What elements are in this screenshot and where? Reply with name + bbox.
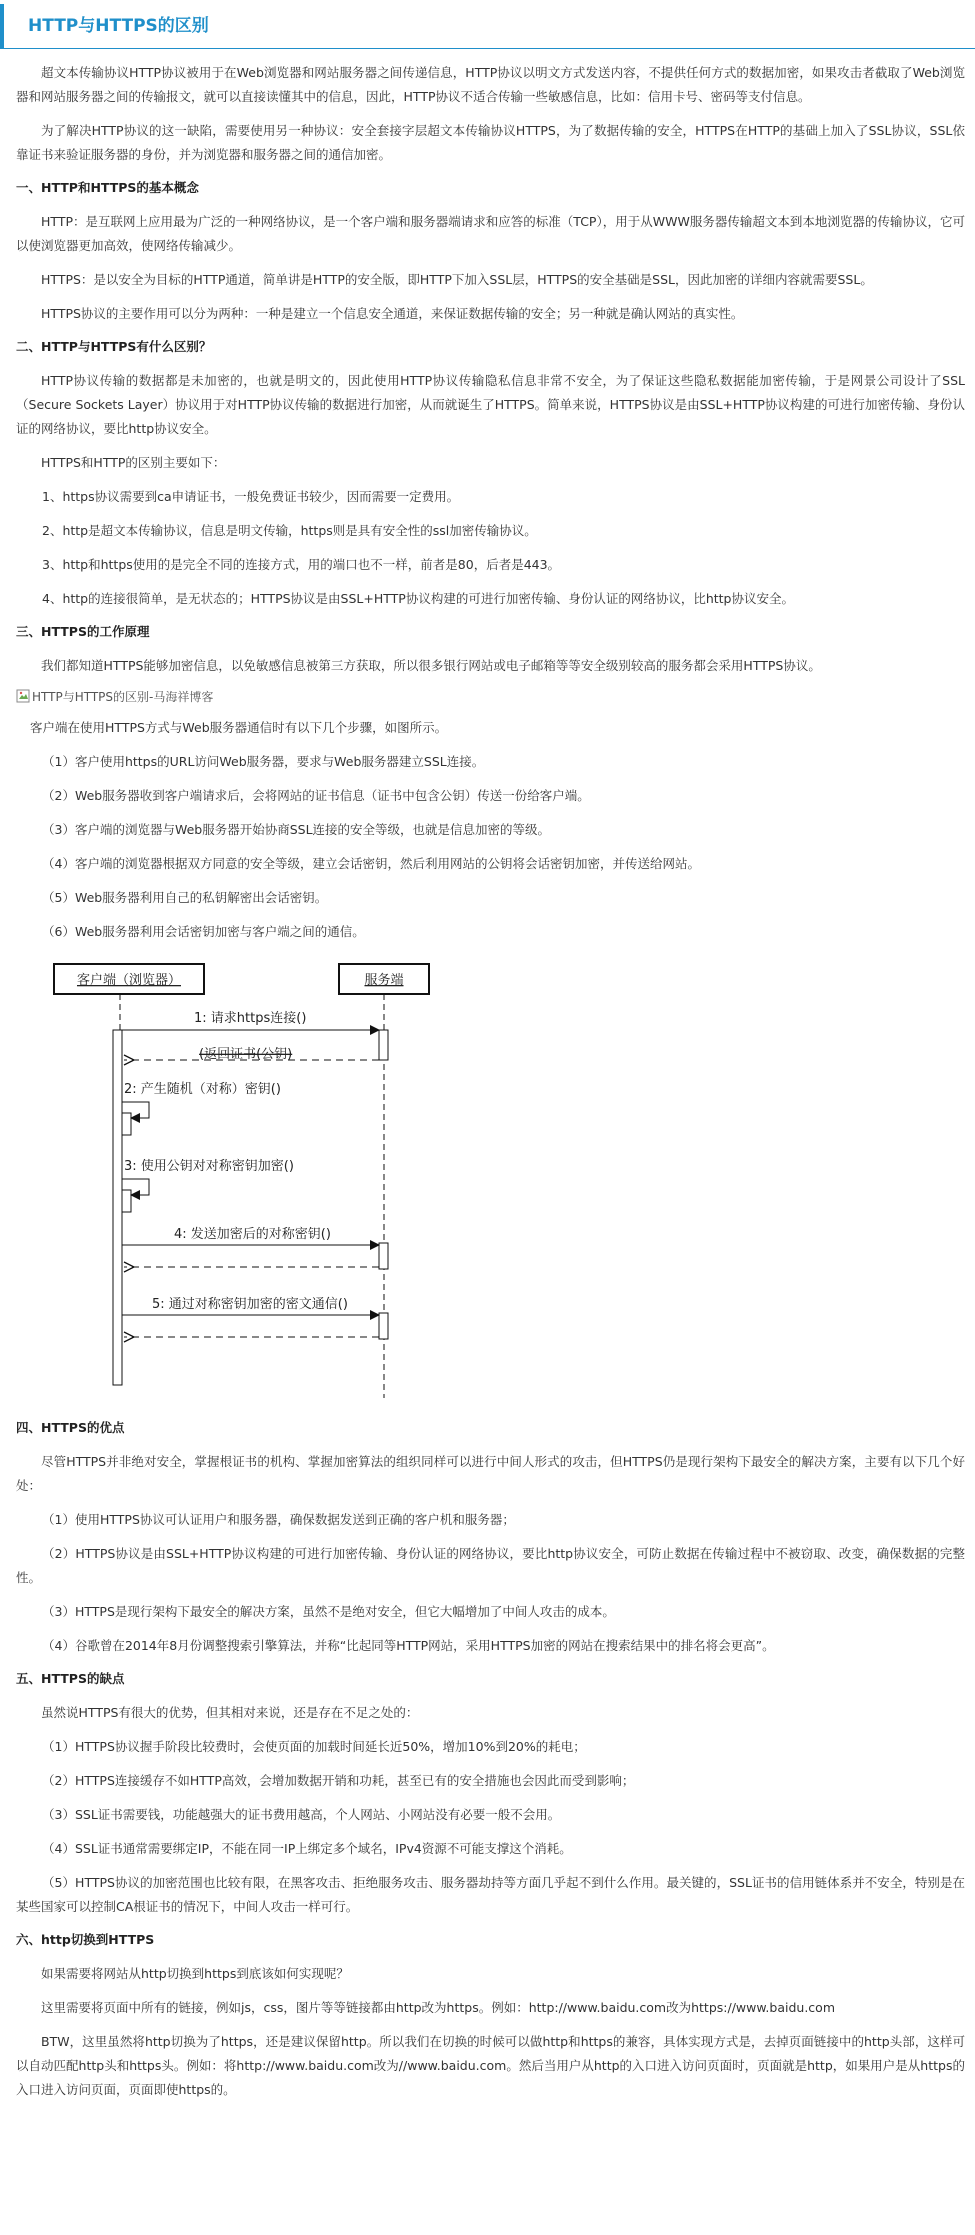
self-activation-bar — [122, 1113, 131, 1135]
server-activation-bar — [379, 1243, 388, 1269]
paragraph: HTTP：是互联网上应用最为广泛的一种网络协议，是一个客户端和服务器端请求和应答的标准（TCP），用于从WWW服务器传输超文本到本地浏览器的传输协议，它可以使浏览器更加高效，使网络传输减少。 — [16, 214, 965, 253]
paragraph: HTTPS和HTTP的区别主要如下： — [41, 455, 226, 470]
self-activation-bar — [122, 1190, 131, 1212]
paragraph: HTTPS协议的主要作用可以分为两种：一种是建立一个信息安全通道，来保证数据传输的安全；另一种就是确认网站的真实性。 — [41, 306, 744, 321]
paragraph: 虽然说HTTPS有很大的优势，但其相对来说，还是存在不足之处的： — [41, 1705, 419, 1720]
https-sequence-diagram — [34, 958, 454, 1403]
message-label: 3: 使用公钥对对称密钥加密() — [124, 1159, 294, 1174]
intro-paragraph: 为了解决HTTP协议的这一缺陷，需要使用另一种协议：安全套接字层超文本传输协议HTTPS，为了数据传输的安全，HTTPS在HTTP的基础上加入了SSL协议，SSL依靠证书来验证服务器的身份，并为浏览器和服务器之间的通信加密。 — [16, 123, 965, 162]
list-item: 1、https协议需要到ca申请证书，一般免费证书较少，因而需要一定费用。 — [42, 489, 460, 504]
message-label: 2: 产生随机（对称）密钥() — [124, 1082, 281, 1097]
article-title: HTTP与HTTPS的区别 — [0, 4, 975, 49]
paragraph: 我们都知道HTTPS能够加密信息，以免敏感信息被第三方获取，所以很多银行网站或电子邮箱等等安全级别较高的服务都会采用HTTPS协议。 — [41, 658, 821, 673]
list-item: （3）SSL证书需要钱，功能越强大的证书费用越高，个人网站、小网站没有必要一般不会用。 — [42, 1807, 561, 1822]
list-item: 3、http和https使用的是完全不同的连接方式，用的端口也不一样，前者是80，后者是443。 — [42, 557, 561, 572]
return-message-label: (返回证书(公钥) — [199, 1047, 293, 1062]
message-label: 4: 发送加密后的对称密钥() — [174, 1227, 331, 1242]
list-item: （3）HTTPS是现行架构下最安全的解决方案，虽然不是绝对安全，但它大幅增加了中间人攻击的成本。 — [42, 1604, 615, 1619]
section-heading: 六、http切换到HTTPS — [16, 1932, 155, 1947]
list-item: （5）HTTPS协议的加密范围也比较有限，在黑客攻击、拒绝服务攻击、服务器劫持等方面几乎起不到什么作用。最关键的，SSL证书的信用链体系并不安全，特别是在某些国家可以控制CA根证书的情况下，中间人攻击一样可行。 — [16, 1875, 965, 1914]
step-item: （4）客户端的浏览器根据双方同意的安全等级，建立会话密钥，然后利用网站的公钥将会话密钥加密，并传送给网站。 — [42, 856, 700, 871]
step-item: （6）Web服务器利用会话密钥加密与客户端之间的通信。 — [42, 924, 365, 939]
article — [0, 4, 975, 2235]
broken-image-icon — [16, 689, 30, 703]
client-activation-bar — [113, 1030, 122, 1385]
section-heading: 五、HTTPS的缺点 — [16, 1671, 125, 1686]
broken-image — [16, 686, 965, 706]
section-heading: 一、HTTP和HTTPS的基本概念 — [16, 180, 199, 195]
client-label: 客户端（浏览器） — [76, 973, 182, 988]
server-activation-bar — [379, 1313, 388, 1339]
paragraph: 尽管HTTPS并非绝对安全，掌握根证书的机构、掌握加密算法的组织同样可以进行中间人形式的攻击，但HTTPS仍是现行架构下最安全的解决方案，主要有以下几个好处： — [16, 1454, 965, 1493]
intro-paragraph: 超文本传输协议HTTP协议被用于在Web浏览器和网站服务器之间传递信息，HTTP协议以明文方式发送内容，不提供任何方式的数据加密，如果攻击者截取了Web浏览器和网站服务器之间的传输报文，就可以直接读懂其中的信息，因此，HTTP协议不适合传输一些敏感信息，比如：信用卡号、密码等支付信息。 — [16, 65, 965, 104]
list-item: （4）谷歌曾在2014年8月份调整搜索引擎算法，并称“比起同等HTTP网站，采用HTTPS加密的网站在搜索结果中的排名将会更高”。 — [42, 1638, 775, 1653]
section-heading: 四、HTTPS的优点 — [16, 1420, 125, 1435]
paragraph: HTTPS：是以安全为目标的HTTP通道，简单讲是HTTP的安全版，即HTTP下加入SSL层，HTTPS的安全基础是SSL，因此加密的详细内容就需要SSL。 — [41, 272, 873, 287]
list-item: （4）SSL证书通常需要绑定IP，不能在同一IP上绑定多个域名，IPv4资源不可能支撑这个消耗。 — [42, 1841, 572, 1856]
step-item: （1）客户使用https的URL访问Web服务器，要求与Web服务器建立SSL连接。 — [42, 754, 485, 769]
message-label: 5: 通过对称密钥加密的密文通信() — [152, 1297, 348, 1312]
paragraph: 客户端在使用HTTPS方式与Web服务器通信时有以下几个步骤，如图所示。 — [30, 720, 448, 735]
list-item: （1）HTTPS协议握手阶段比较费时，会使页面的加载时间延长近50%，增加10%到20%的耗电； — [42, 1739, 586, 1754]
paragraph: BTW，这里虽然将http切换为了https，还是建议保留http。所以我们在切换的时候可以做http和https的兼容，具体实现方式是，去掉页面链接中的http头部，这样可以自动匹配http头和https头。例如：将http://www.baidu.com改为//www.baidu.com。然后当用户从http的入口进入访问页面时，页面就是http，如果用户是从https的入口进入访问页面，页面即使https的。 — [16, 2034, 965, 2097]
list-item: （2）HTTPS协议是由SSL+HTTP协议构建的可进行加密传输、身份认证的网络协议，要比http协议安全，可防止数据在传输过程中不被窃取、改变，确保数据的完整性。 — [16, 1546, 965, 1585]
section-heading: 二、HTTP与HTTPS有什么区别？ — [16, 339, 212, 354]
server-activation-bar — [379, 1030, 388, 1060]
paragraph: 这里需要将页面中所有的链接，例如js，css，图片等等链接都由http改为https。例如：http://www.baidu.com改为https://www.baidu.com — [41, 2000, 835, 2015]
message-label: 1: 请求https连接() — [194, 1011, 307, 1026]
paragraph: 如果需要将网站从http切换到https到底该如何实现呢？ — [41, 1966, 349, 1981]
list-item: （1）使用HTTPS协议可认证用户和服务器，确保数据发送到正确的客户机和服务器； — [42, 1512, 515, 1527]
step-item: （2）Web服务器收到客户端请求后，会将网站的证书信息（证书中包含公钥）传送一份给客户端。 — [42, 788, 590, 803]
step-item: （5）Web服务器利用自己的私钥解密出会话密钥。 — [42, 890, 328, 905]
list-item: 2、http是超文本传输协议，信息是明文传输，https则是具有安全性的ssl加密传输协议。 — [42, 523, 537, 538]
step-item: （3）客户端的浏览器与Web服务器开始协商SSL连接的安全等级，也就是信息加密的等级。 — [42, 822, 551, 837]
list-item: （2）HTTPS连接缓存不如HTTP高效，会增加数据开销和功耗，甚至已有的安全措施也会因此而受到影响； — [42, 1773, 635, 1788]
section-heading: 三、HTTPS的工作原理 — [16, 624, 150, 639]
list-item: 4、http的连接很简单，是无状态的；HTTPS协议是由SSL+HTTP协议构建的可进行加密传输、身份认证的网络协议，比http协议安全。 — [42, 591, 794, 606]
image-alt-text: HTTP与HTTPS的区别-马海祥博客 — [32, 689, 214, 704]
server-label: 服务端 — [364, 973, 404, 988]
paragraph: HTTP协议传输的数据都是未加密的，也就是明文的，因此使用HTTP协议传输隐私信息非常不安全，为了保证这些隐私数据能加密传输，于是网景公司设计了SSL（Secure Sockets Layer）协议用于对HTTP协议传输的数据进行加密，从而就诞生了HTTPS。简单来说，HTTPS协议是由SSL+HTTP协议构建的可进行加密传输、身份认证的网络协议，要比http协议安全。 — [16, 373, 965, 436]
